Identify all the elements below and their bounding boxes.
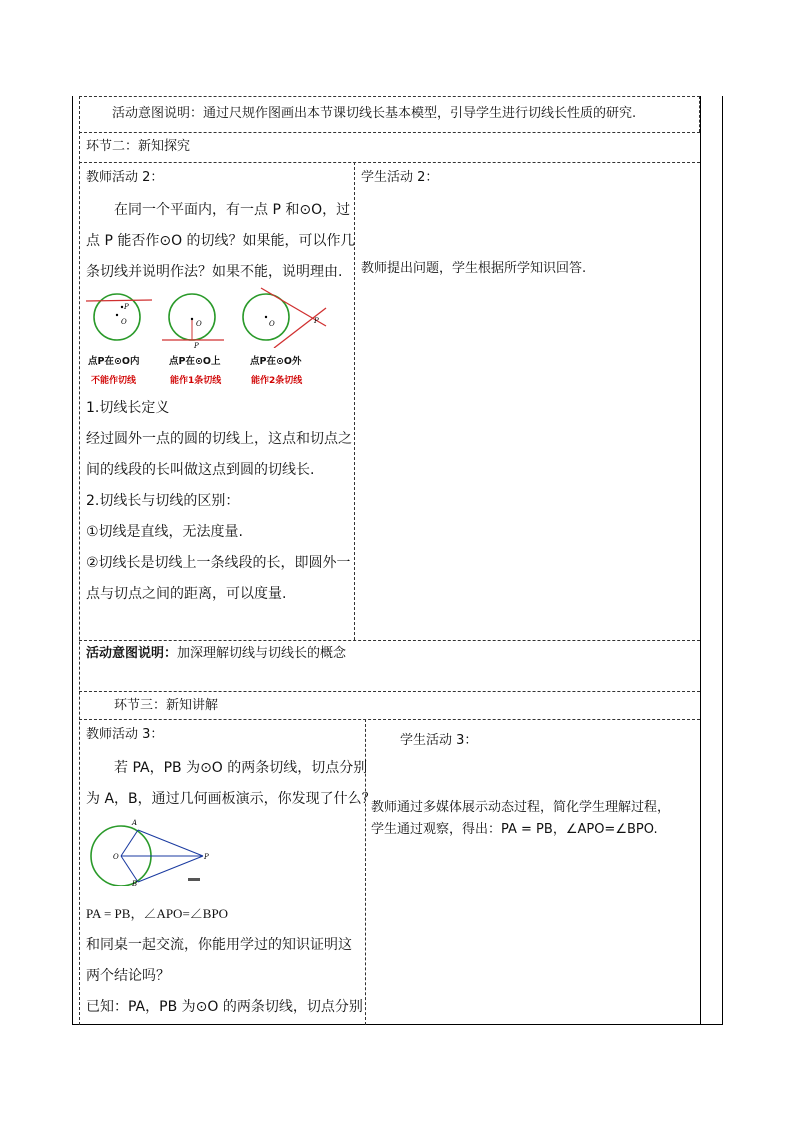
inner-border-left bbox=[79, 96, 80, 1025]
student-activity-2-text: 教师提出问题，学生根据所学知识回答. bbox=[361, 261, 587, 276]
teacher-activity-2-heading: 教师活动 2： bbox=[86, 170, 164, 185]
activity-intent-1: 活动意图说明：通过尺规作图画出本节课切线长基本模型，引导学生进行切线长性质的研究. bbox=[112, 106, 637, 121]
table-border-right bbox=[722, 96, 723, 1025]
case-2-result: 能作1条切线 bbox=[170, 376, 222, 386]
student-3-line-2: 学生通过观察，得出：PA = PB，∠APO=∠BPO. bbox=[371, 822, 658, 837]
svg-text:O: O bbox=[196, 320, 202, 328]
definition-line-1: 经过圆外一点的圆的切线上，这点和切点之 bbox=[86, 431, 352, 447]
definition-title: 1.切线长定义 bbox=[86, 400, 170, 416]
section-3-title: 环节三：新知讲解 bbox=[114, 698, 219, 713]
row-sep-4 bbox=[79, 691, 700, 692]
tangent-cases-figure bbox=[86, 286, 336, 348]
svg-text:O: O bbox=[269, 320, 275, 328]
figure-mark bbox=[188, 878, 200, 881]
teacher-3-line-1: 若 PA，PB 为⊙O 的两条切线，切点分别 bbox=[114, 760, 368, 776]
line-case-1 bbox=[86, 300, 152, 301]
student-activity-2-heading: 学生活动 2： bbox=[361, 170, 439, 185]
table-border-bottom bbox=[72, 1024, 723, 1025]
svg-text:P: P bbox=[204, 853, 209, 861]
observation-result: PA = PB，∠APO=∠BPO bbox=[86, 906, 229, 921]
case-1-result: 不能作切线 bbox=[91, 376, 137, 386]
case-2-caption: 点P在⊙O上 bbox=[169, 356, 221, 367]
difference-1: ①切线是直线，无法度量. bbox=[86, 524, 244, 540]
tangent-case-3b bbox=[274, 308, 326, 348]
teacher-3-line-2: 为 A，B，通过几何画板演示，你发现了什么？ bbox=[86, 791, 376, 807]
svg-text:P: P bbox=[194, 342, 199, 348]
svg-text:B: B bbox=[132, 880, 138, 886]
difference-title: 2.切线长与切线的区别： bbox=[86, 493, 240, 509]
activity-intent-2 bbox=[86, 646, 346, 662]
teacher-3-known: 已知：PA，PB 为⊙O 的两条切线，切点分别 bbox=[86, 999, 363, 1015]
teacher-3-question-line-2: 两个结论吗？ bbox=[86, 968, 170, 984]
intent-2-label: 活动意图说明： bbox=[86, 646, 178, 661]
case-3-caption: 点P在⊙O外 bbox=[250, 356, 302, 367]
row-sep-2 bbox=[79, 162, 700, 163]
teacher-3-question-line-1: 和同桌一起交流，你能用学过的知识证明这 bbox=[86, 937, 352, 953]
row-sep-3 bbox=[79, 640, 700, 641]
row-sep-top bbox=[79, 96, 700, 97]
svg-text:O: O bbox=[121, 318, 127, 326]
difference-2-line-1: ②切线长是切线上一条线段的长，即圆外一 bbox=[86, 555, 351, 571]
question-line-1: 在同一个平面内，有一点 P 和⊙O，过 bbox=[114, 202, 351, 218]
table-border-left bbox=[72, 96, 73, 1025]
student-3-line-1: 教师通过多媒体展示动态过程，简化学生理解过程， bbox=[371, 800, 671, 815]
question-line-3: 条切线并说明作法？如果不能，说明理由. bbox=[86, 264, 343, 280]
definition-line-2: 间的线段的长叫做这点到圆的切线长. bbox=[86, 462, 315, 478]
svg-text:A: A bbox=[132, 819, 138, 827]
svg-text:O: O bbox=[113, 853, 119, 861]
svg-text:P: P bbox=[314, 317, 319, 325]
intent-2-text: 加深理解切线与切线长的概念 bbox=[177, 646, 347, 661]
tangent-length-figure bbox=[88, 814, 218, 886]
case-1-caption: 点P在⊙O内 bbox=[88, 356, 140, 367]
inner-border-right bbox=[700, 96, 701, 1025]
case-3-result: 能作2条切线 bbox=[251, 376, 303, 386]
teacher-activity-3-heading: 教师活动 3： bbox=[86, 727, 164, 742]
row-sep-1 bbox=[79, 132, 700, 133]
row1-right-dash bbox=[699, 96, 700, 132]
student-activity-3-heading: 学生活动 3： bbox=[400, 733, 478, 748]
question-line-2: 点 P 能否作⊙O 的切线？如果能，可以作几 bbox=[86, 233, 355, 249]
svg-text:P: P bbox=[124, 303, 129, 311]
section-2-title: 环节二：新知探究 bbox=[86, 139, 191, 154]
difference-2-line-2: 点与切点之间的距离，可以度量. bbox=[86, 586, 287, 602]
row-sep-5 bbox=[79, 719, 700, 720]
